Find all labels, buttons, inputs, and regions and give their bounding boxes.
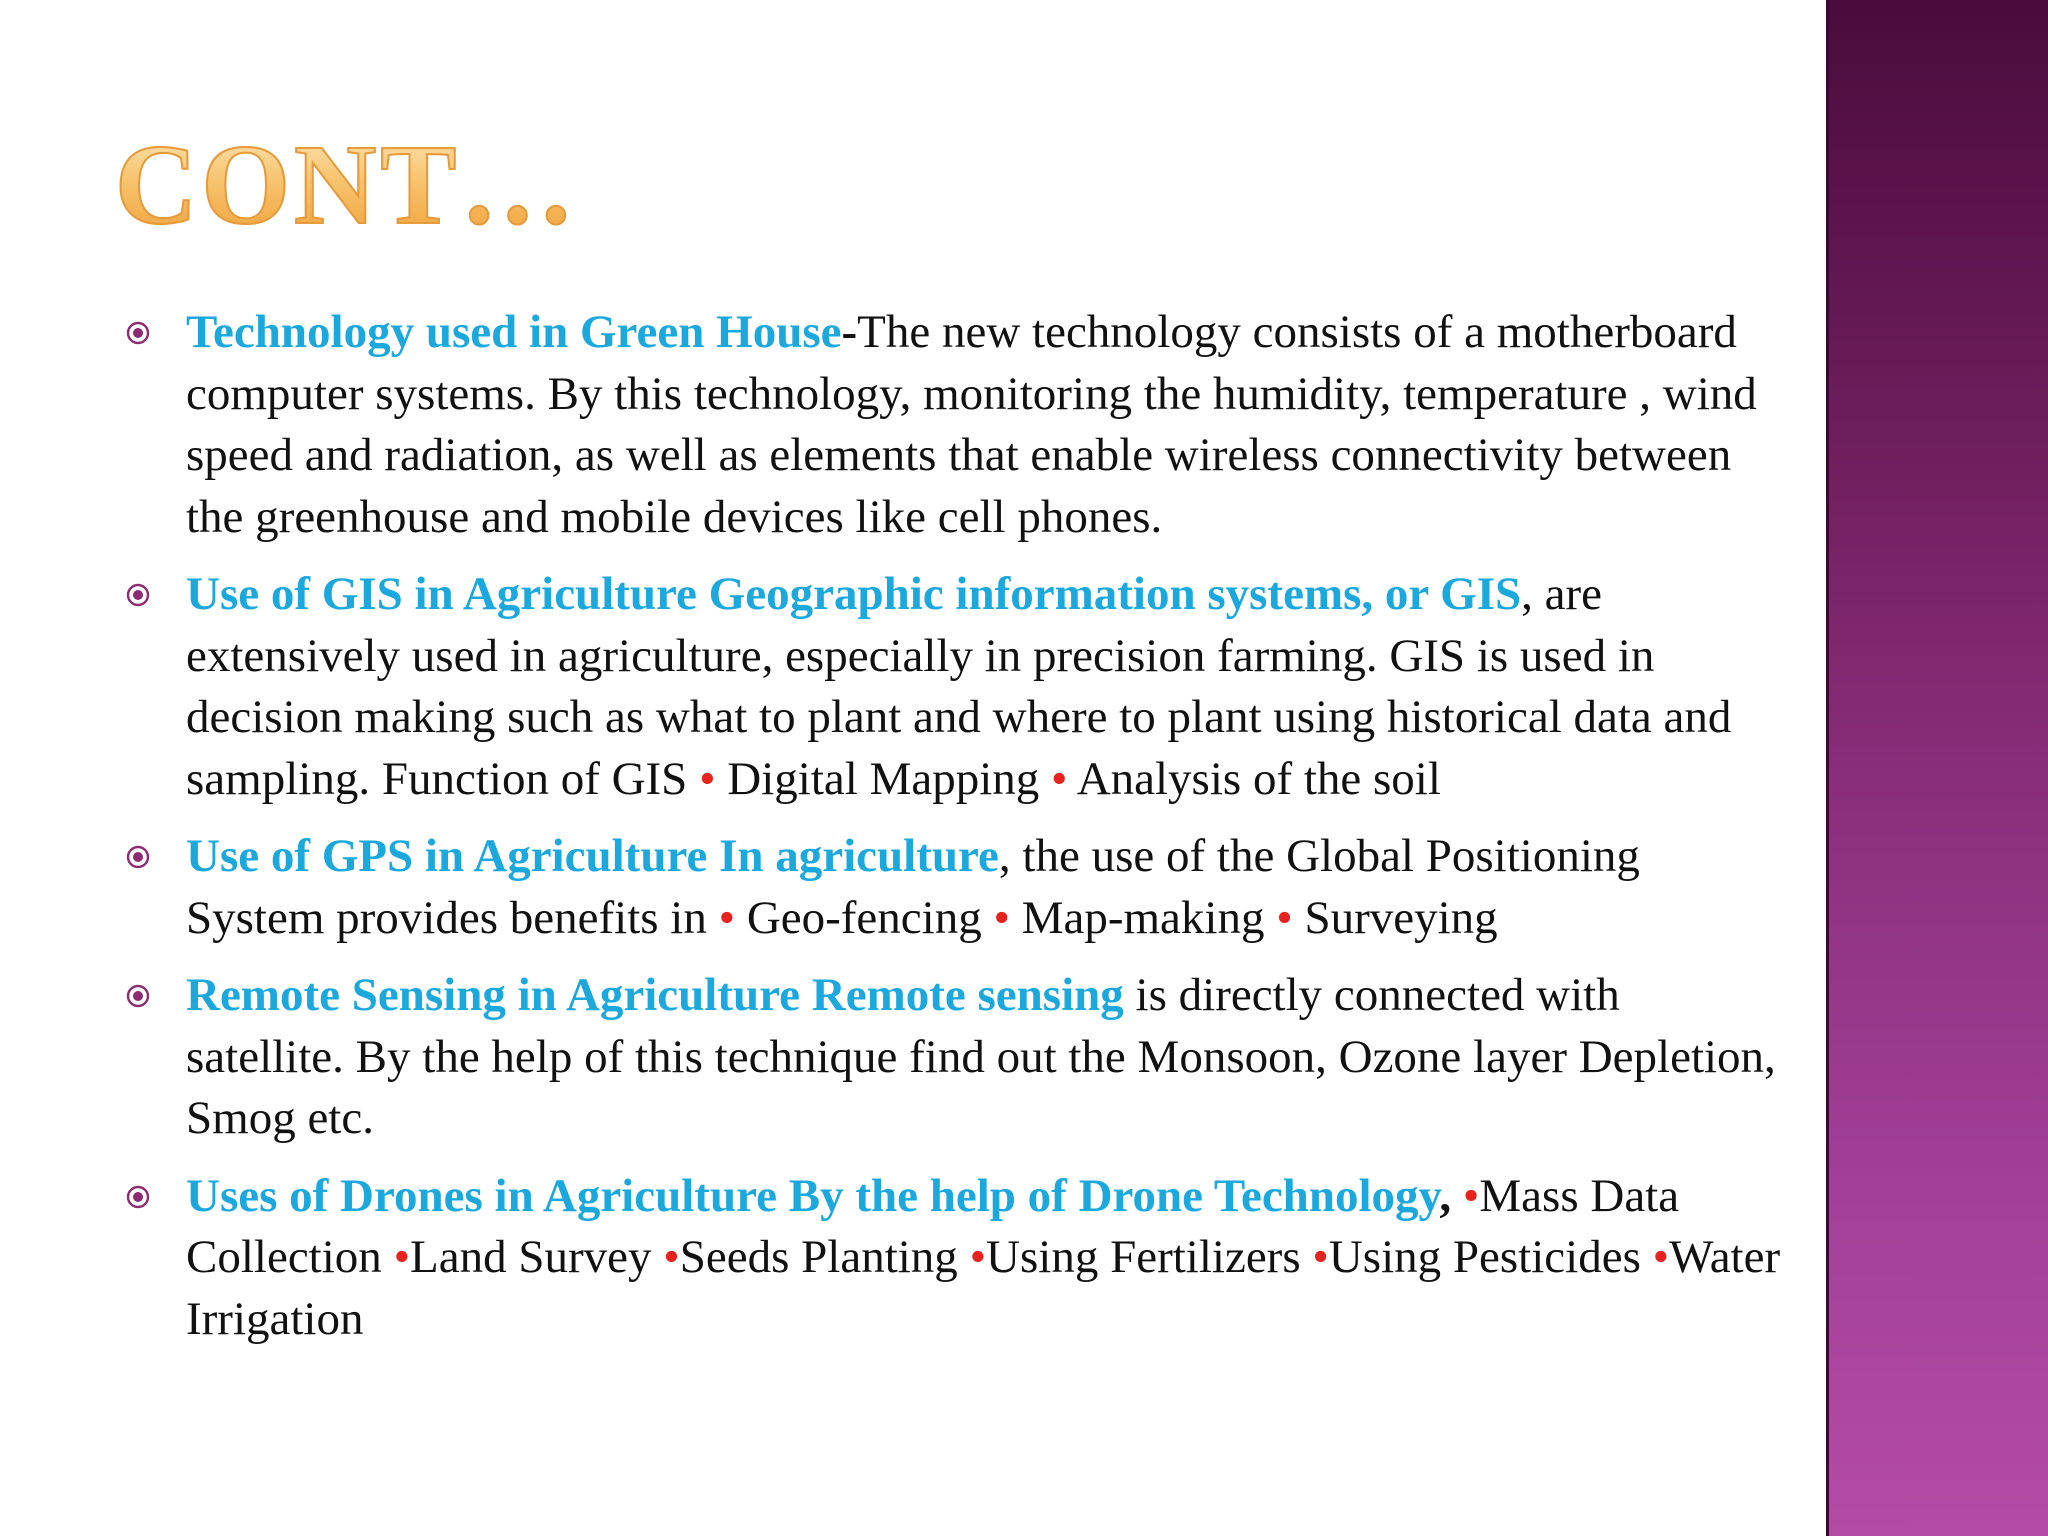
circled-dot-icon xyxy=(126,984,150,1008)
bullet-sub-item: Map-making xyxy=(1021,891,1277,944)
slide-title: CONT… xyxy=(115,121,579,248)
circled-dot-icon xyxy=(126,1185,150,1209)
red-dot-icon: • xyxy=(1276,891,1293,944)
bullet-sub-item: Geo-fencing xyxy=(746,891,994,944)
red-dot-icon: • xyxy=(1312,1231,1329,1283)
red-dot-icon: • xyxy=(1051,752,1068,805)
red-dot-icon: • xyxy=(1652,1231,1670,1283)
bullet-sub-item: Analysis of the soil xyxy=(1076,752,1441,805)
bullet-sub-item: Using Pesticides xyxy=(1328,1231,1653,1283)
circled-dot-icon xyxy=(126,845,150,869)
bullet-sub-item: Mass Data Collection xyxy=(186,1169,1680,1283)
bullet-heading: Use of GPS in Agriculture In agriculture xyxy=(186,830,999,882)
bullet-sub-item: Water Irrigation xyxy=(186,1231,1781,1345)
bullet-heading: Uses of Drones in Agriculture By the help of Drone Technology xyxy=(186,1169,1440,1222)
red-dot-icon: • xyxy=(993,891,1010,944)
bullet-text: , are extensively used in agriculture, especially in precision farming. GIS is used in decision making such as what to plant and where to plant using historical data and sampling. Function of GIS xyxy=(186,568,1732,805)
bullet-remote-sensing xyxy=(126,965,1786,1150)
bullet-sub-item: Land Survey xyxy=(410,1231,664,1283)
bullet-gps xyxy=(126,826,1786,949)
bullet-sub-item: Using Fertilizers xyxy=(986,1231,1313,1283)
bullet-sub-item: Seeds Planting xyxy=(679,1231,970,1283)
bullet-heading: Technology used in Green House xyxy=(186,306,842,358)
bullet-gis xyxy=(126,564,1786,810)
bullet-drones xyxy=(126,1166,1786,1351)
red-dot-icon: • xyxy=(393,1231,411,1283)
bullet-sub-item: Surveying xyxy=(1304,891,1498,944)
bullet-sub-item: Digital Mapping xyxy=(727,752,1052,805)
side-decoration-band xyxy=(1826,0,2048,1536)
bullet-list xyxy=(126,302,1786,1366)
red-dot-icon: • xyxy=(663,1231,680,1283)
bullet-text: The new technology consists of a motherboard computer systems. By this technology, monitoring the humidity, temperature , wind speed and radiation, as well as elements that enable wireless connectivity between the greenhouse and mobile devices like cell phones. xyxy=(186,306,1757,543)
red-dot-icon: • xyxy=(1462,1169,1480,1222)
bullet-text: , the use of the Global Positioning System provides benefits in xyxy=(186,830,1640,944)
circled-dot-icon xyxy=(126,583,150,607)
circled-dot-icon xyxy=(126,321,150,345)
side-band-divider xyxy=(1826,0,1829,1536)
red-dot-icon: • xyxy=(699,752,716,805)
bullet-separator: - xyxy=(841,306,858,358)
red-dot-icon: • xyxy=(969,1231,987,1283)
bullet-heading: Remote Sensing in Agriculture Remote sensing xyxy=(186,969,1124,1021)
bullet-heading: Use of GIS in Agriculture Geographic information systems, or GIS xyxy=(186,568,1522,620)
red-dot-icon: • xyxy=(718,891,736,944)
bullet-greenhouse xyxy=(126,302,1786,548)
bullet-text: is directly connected with satellite. By the help of this technique find out the Monsoon, Ozone layer Depletion, Smog etc. xyxy=(186,969,1776,1144)
bullet-separator: , xyxy=(1439,1169,1463,1222)
